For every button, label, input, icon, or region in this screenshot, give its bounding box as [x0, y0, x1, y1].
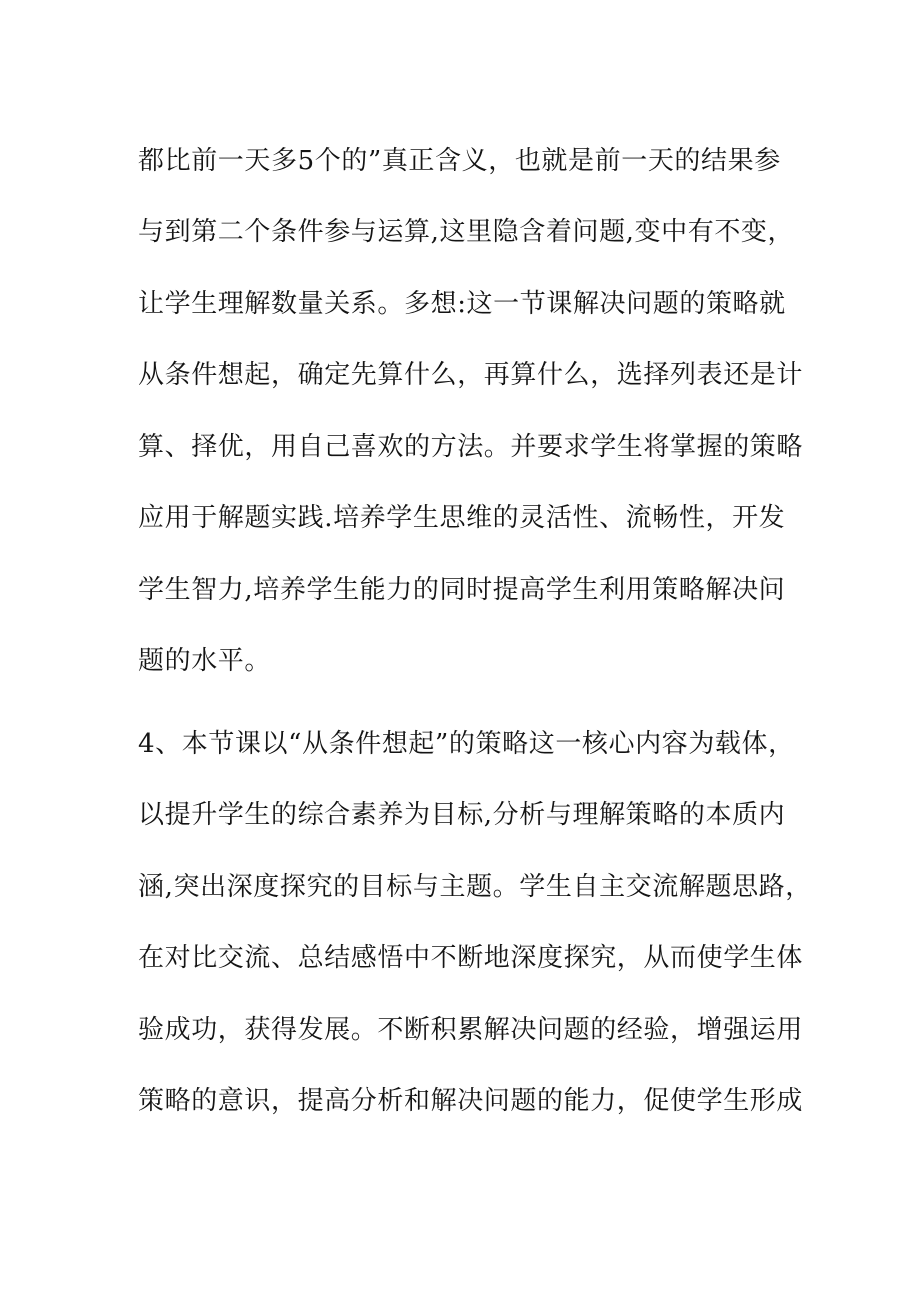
- text-line: 应用于解题实践.培养学生思维的灵活性、流畅性，开发: [138, 503, 786, 533]
- text-line: 题的水平。: [138, 646, 272, 676]
- text-line: 4、本节课以“从条件想起”的策略这一核心内容为载体，: [138, 729, 795, 759]
- text-line: 验成功，获得发展。不断积累解决问题的经验，增强运用: [138, 1015, 804, 1045]
- text-line: 算、择优，用自己喜欢的方法。并要求学生将掌握的策略: [138, 432, 804, 462]
- text-line: 在对比交流、总结感悟中不断地深度探究，从而使学生体: [138, 943, 804, 973]
- text-line: 让学生理解数量关系。多想:这一节课解决问题的策略就: [138, 289, 786, 319]
- text-line: 涵,突出深度探究的目标与主题。学生自主交流解题思路，: [138, 872, 812, 902]
- text-line: 都比前一天多5个的”真正含义，也就是前一天的结果参: [138, 146, 781, 176]
- text-line: 学生智力,培养学生能力的同时提高学生利用策略解决问: [138, 575, 786, 605]
- text-line: 与到第二个条件参与运算,这里隐含着问题,变中有不变，: [138, 217, 795, 247]
- text-line: 从条件想起，确定先算什么，再算什么，选择列表还是计: [138, 360, 804, 390]
- text-line: 策略的意识，提高分析和解决问题的能力，促使学生形成: [138, 1086, 804, 1116]
- text-line: 以提升学生的综合素养为目标,分析与理解策略的本质内: [138, 800, 786, 830]
